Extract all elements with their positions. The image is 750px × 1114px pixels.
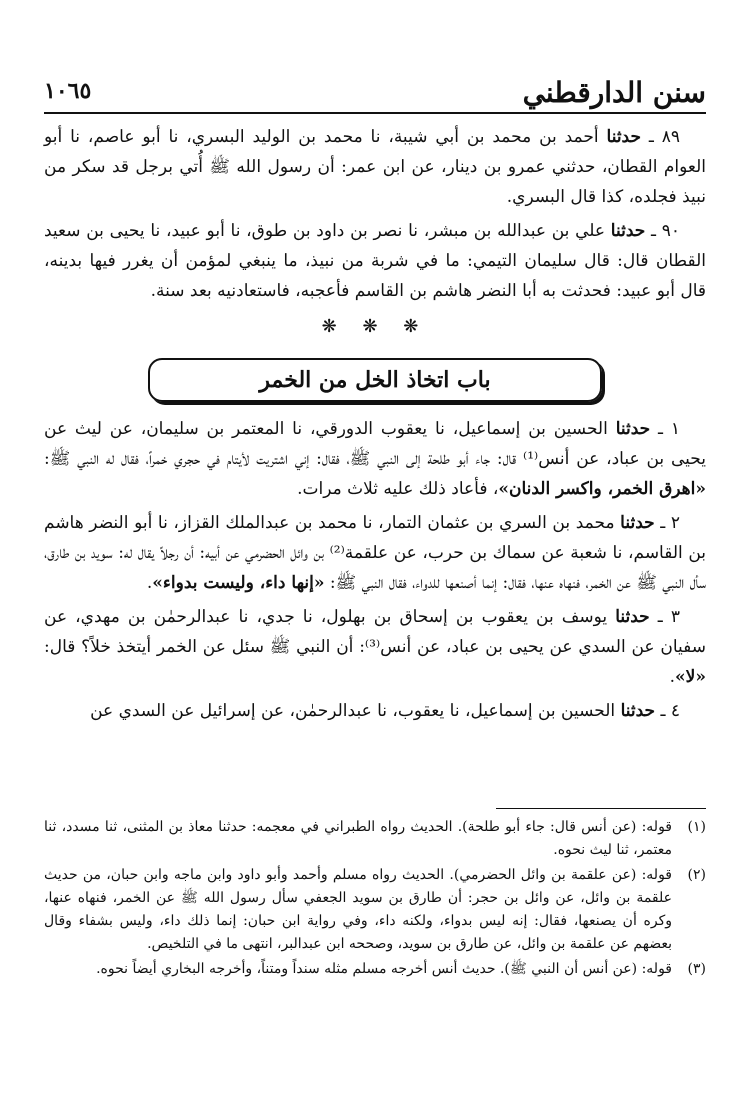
hadith-lead: حدثنا [615,607,650,627]
footnote-text: قوله: (عن أنس أن النبي ﷺ). حديث أنس أخرجه مسلم مثله سنداً ومتناً، وأخرجه البخاري أيضاً نحوه. [96,961,672,977]
hadith-text-tail: ، فأعاد ذلك عليه ثلاث مرات. [297,479,499,499]
section-separator: ❋ ❋ ❋ [321,316,429,337]
hadith-number: ١ ـ [658,419,681,439]
footnote [44,816,706,862]
hadith-text: أحمد بن محمد بن أبي شيبة، نا محمد بن الوليد البسري، نا أبو عاصم، نا أبو العوام القطان، حدثني عمرو بن دينار، عن ابن عمر: أن رسول الله ﷺ أُتي برجل قد سكر من نبيذ فجلده، كذا قال البسري. [44,127,706,207]
footnote-number: (٢) [687,867,706,883]
header-rule [44,112,706,114]
footnote [44,864,706,956]
hadith-lead: حدثنا [610,221,646,241]
hadith-text: علي بن عبدالله بن مبشر، نا نصر بن داود بن طوق، نا أبو عبيد، نا يحيى بن سعيد القطان قال: قال سليمان التيمي: ما في شربة من نبيذ، ما ينبغي لمؤمن أن يغرر فيها بدينه، قال أبو عبيد: فحدثت به أبا النضر هاشم بن القاسم فأعجبه، فاستعادنيه بعد سنة. [44,221,706,301]
hadith-text: الحسين بن إسماعيل، نا يعقوب الدورقي، نا المعتمر بن سليمان، عن ليث عن يحيى بن عباد، عن أنس⁽¹⁾ قال: جاء أبو طلحة إلى النبي ﷺ، فقال: إني اشتريت لأيتام في حجري خمراً، فقال له النبي ﷺ: [44,419,706,469]
footnote-rule [496,808,706,809]
hadith-lead: حدثنا [606,127,641,147]
hadith-text-tail: . [669,667,676,687]
prophetic-quote: «اهرق الخمر، واكسر الدنان» [498,479,706,499]
hadith-number: ٤ ـ [660,701,680,721]
main-text [44,122,706,730]
footnote [44,958,706,981]
hadith-text: يوسف بن يعقوب بن إسحاق بن بهلول، نا جدي، نا عبدالرحمٰن بن مهدي، عن سفيان عن السدي عن يحيى بن عباد، عن أنس⁽³⁾: أن النبي ﷺ سئل عن الخمر أيتخذ خلاً؟ قال: [44,607,706,657]
prophetic-quote: «لا» [675,667,706,687]
hadith-text-tail: . [146,573,153,593]
hadith-text: الحسين بن إسماعيل، نا يعقوب، نا عبدالرحمٰن، عن إسرائيل عن السدي عن [90,701,616,721]
hadith-4 [44,696,706,726]
hadith-lead: حدثنا [620,701,656,721]
footnotes [44,816,706,983]
hadith-number: ٨٩ ـ [648,127,681,147]
hadith-2 [44,508,706,598]
hadith-number: ٣ ـ [657,607,681,627]
hadith-lead: حدثنا [620,513,655,533]
hadith-89 [44,122,706,212]
hadith-text: محمد بن السري بن عثمان التمار، نا محمد بن عبدالملك القزاز، نا أبو النضر هاشم بن القاسم، نا شعبة عن سماك بن حرب، عن علقمة⁽²⁾ بن وائل الحضرمي عن أبيه: أن رجلاً يقال له: سويد بن طارق، سأل النبي ﷺ عن الخمر، فنهاه عنها، فقال: إنما أصنعها للدواء، فقال النبي ﷺ: [44,513,707,593]
footnote-number: (١) [687,819,706,835]
hadith-90 [44,216,706,306]
chapter-heading: باب اتخاذ الخل من الخمر [148,358,602,402]
footnote-text: قوله: (عن أنس قال: جاء أبو طلحة). الحديث رواه الطبراني في معجمه: حدثنا معاذ بن المثنى، ثنا مسدد، ثنا معتمر، ثنا ليث نحوه. [44,819,672,858]
hadith-3 [44,602,706,692]
hadith-number: ٢ ـ [660,513,680,533]
footnote-text: قوله: (عن علقمة بن وائل الحضرمي). الحديث رواه مسلم وأحمد وأبو داود وابن ماجه وابن حبان، من حديث علقمة بن وائل، عن وائل بن حجر: أن طارق بن سويد الجعفي سأل رسول الله ﷺ عن الخمر، فنهاه عنها، وكره أن يصنعها، فقال: إنه ليس بدواء، ولكنه داء، وفي رواية ابن حبان: إنما ذلك داء، وليس بشفاء وقال بعضهم عن علقمة بن وائل، عن طارق بن سويد، وصححه ابن عبدالبر، انتهى ما في التلخيص. [44,867,672,952]
page-header [44,72,706,112]
running-title: سنن الدارقطني [522,76,706,109]
prophetic-quote: «إنها داء، وليست بدواء» [152,573,325,593]
hadith-lead: حدثنا [615,419,651,439]
footnote-number: (٣) [687,961,706,977]
page-number: ١٠٦٥ [44,78,92,104]
hadith-1 [44,414,706,504]
hadith-number: ٩٠ ـ [651,221,680,241]
